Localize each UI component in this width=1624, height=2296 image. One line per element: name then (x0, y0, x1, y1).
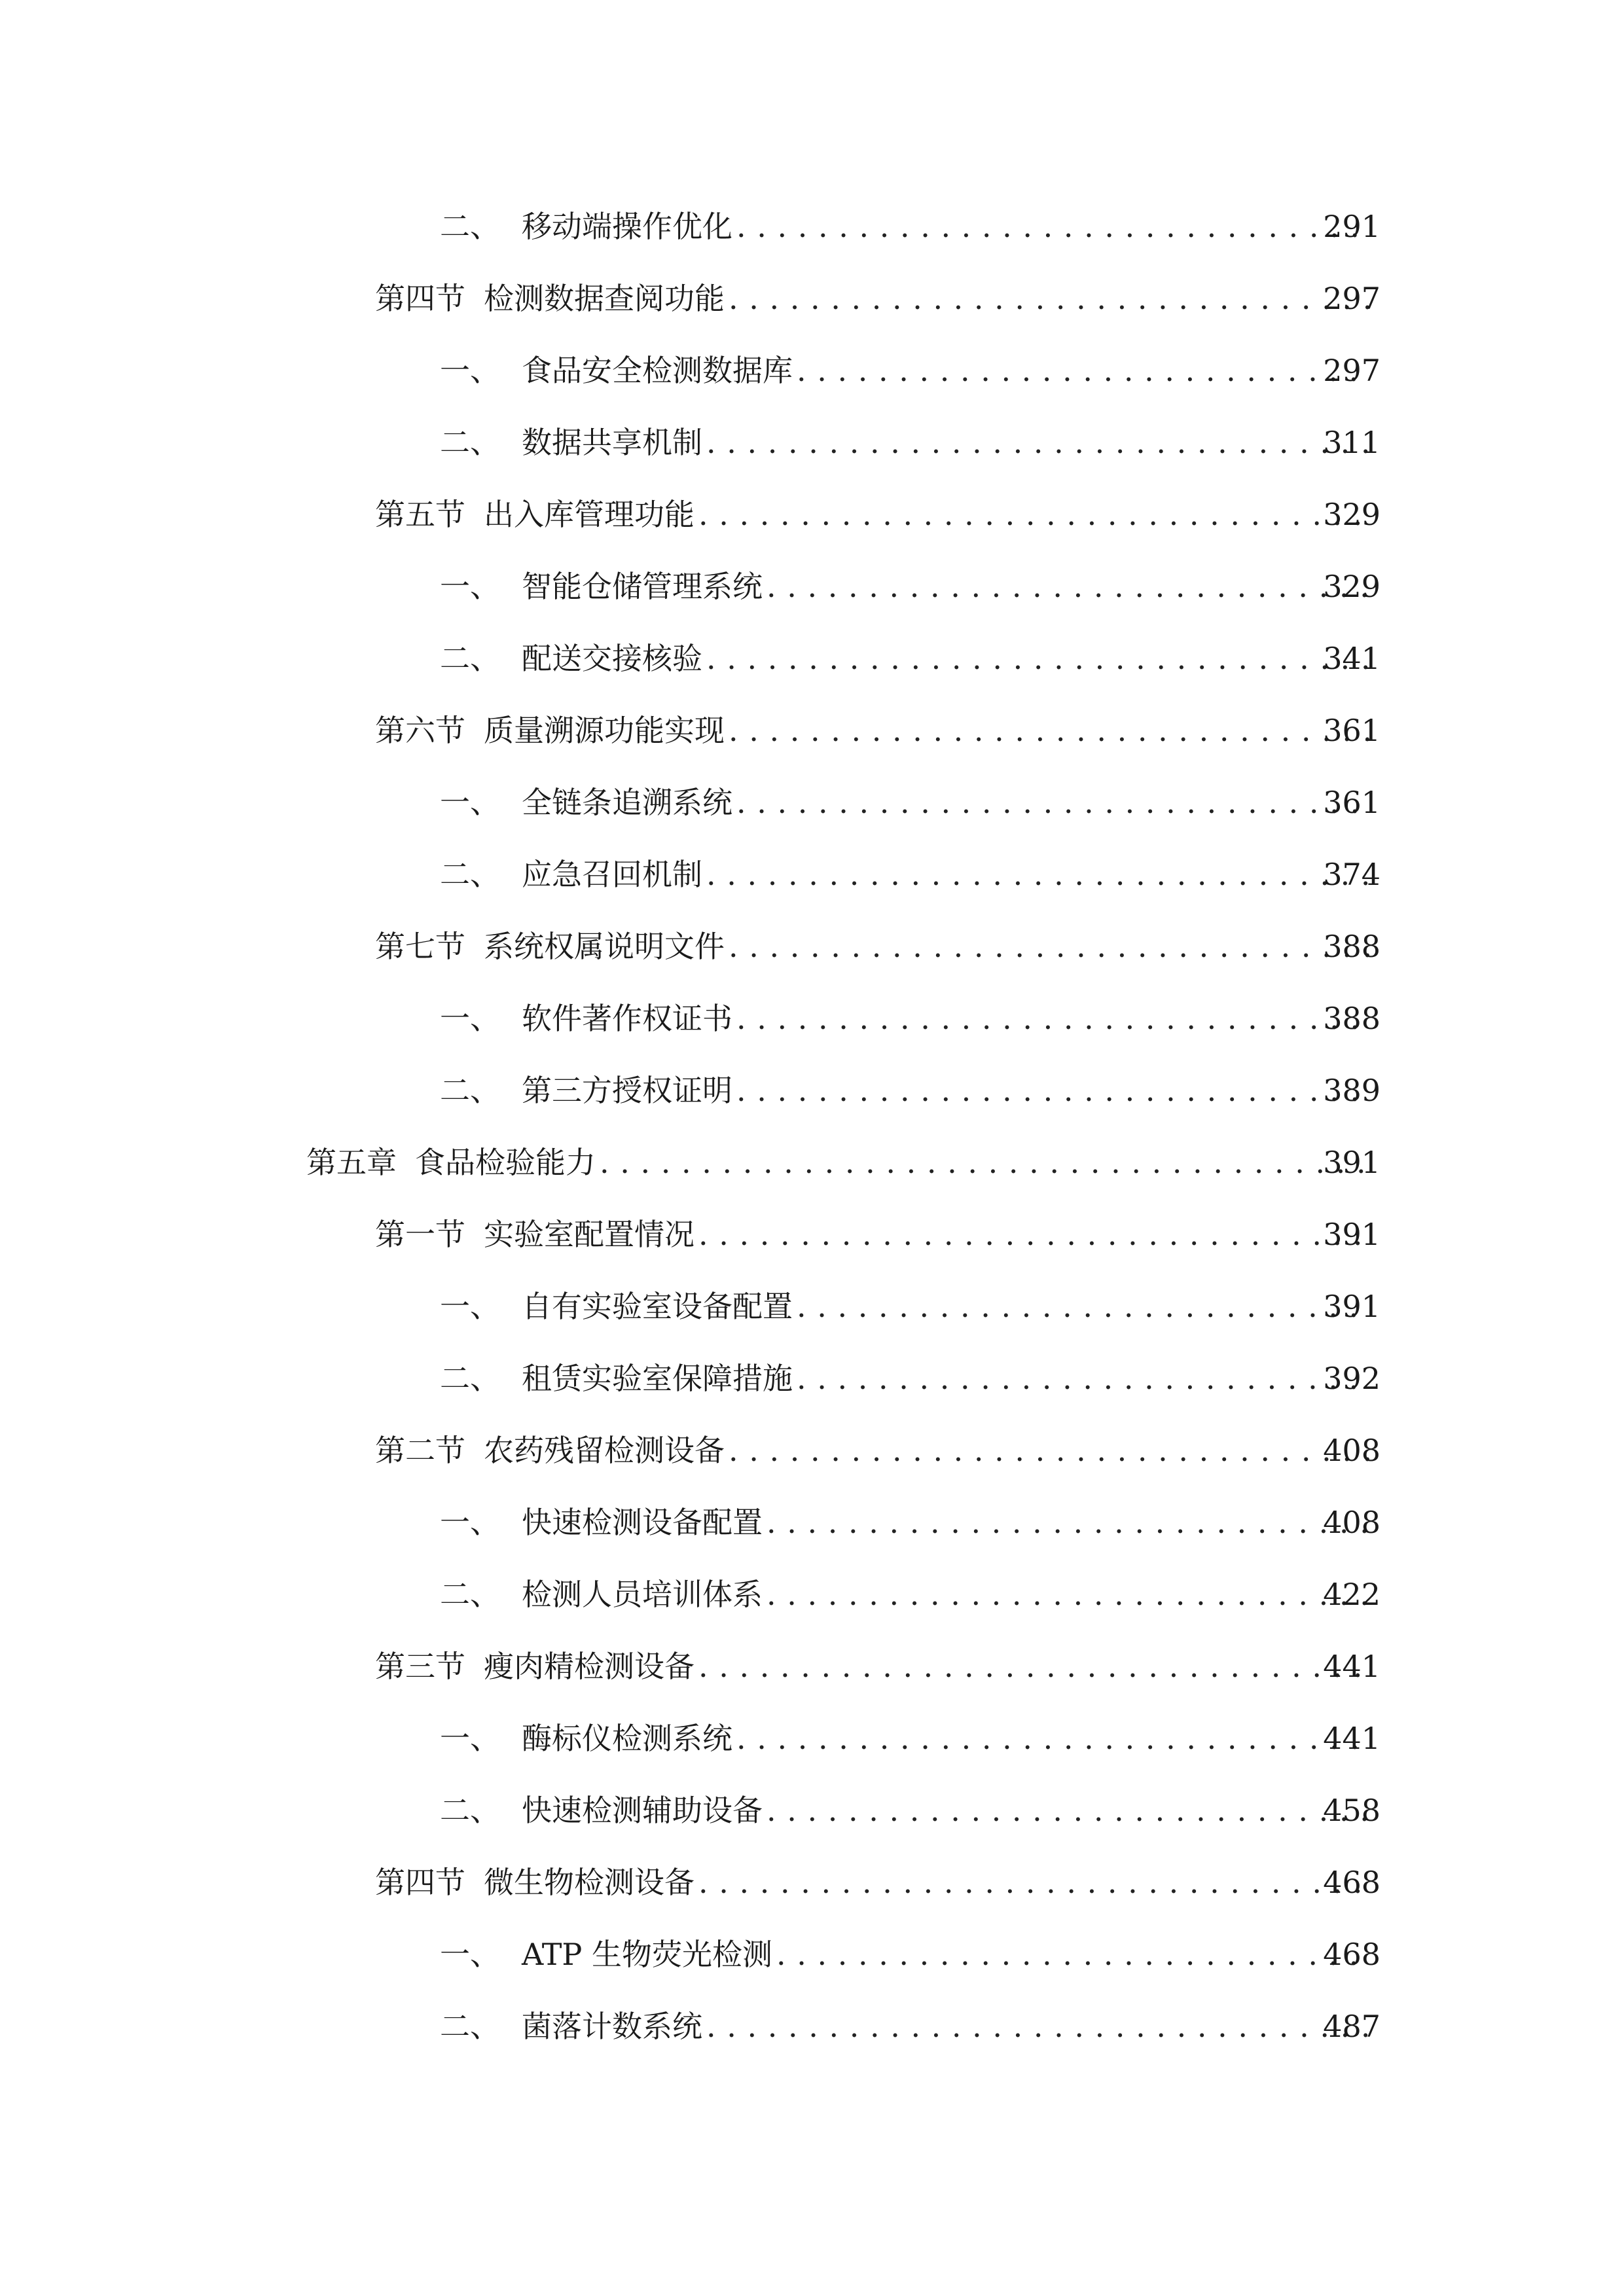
toc-entry-title: 快速检测辅助设备 (522, 1793, 763, 1828)
dot-leader (797, 1277, 1371, 1336)
dot-leader (767, 557, 1371, 616)
toc-entry-page: 329 (1323, 497, 1380, 532)
dot-leader (729, 269, 1371, 328)
toc-entry[interactable] (0, 773, 1624, 832)
dot-leader (736, 773, 1371, 832)
dot-leader (698, 1853, 1371, 1912)
toc-entry-title: 菌落计数系统 (522, 2009, 702, 2044)
toc-entry[interactable] (0, 1061, 1624, 1120)
toc-entry-number: 二、 (440, 1361, 500, 1396)
toc-entry-number: 二、 (440, 1577, 500, 1612)
toc-entry[interactable] (0, 1565, 1624, 1624)
toc-entry[interactable] (0, 1349, 1624, 1408)
toc-entry-body (440, 845, 1375, 904)
toc-entry-title: 酶标仪检测系统 (522, 1721, 732, 1756)
toc-entry-number: 一、 (440, 569, 500, 604)
toc-entry-body (440, 1349, 1375, 1408)
toc-entry[interactable] (0, 1925, 1624, 1984)
toc-entry-body (440, 1565, 1375, 1624)
dot-leader (736, 197, 1371, 256)
toc-entry-body (440, 197, 1375, 256)
toc-entry-body (306, 1133, 1375, 1192)
toc-entry-body (440, 1061, 1375, 1120)
toc-entry-body (440, 989, 1375, 1048)
toc-entry-title: ATP 生物荧光检测 (522, 1937, 772, 1972)
dot-leader (706, 845, 1371, 904)
toc-entry-body (440, 1781, 1375, 1840)
toc-entry-body (440, 1277, 1375, 1336)
toc-entry-number: 第六节 (375, 713, 465, 748)
toc-entry-page: 391 (1323, 1145, 1380, 1180)
toc-entry-body (440, 557, 1375, 616)
toc-entry-number: 第五章 (306, 1145, 397, 1180)
toc-entry-page: 297 (1323, 353, 1380, 388)
toc-entry-page: 291 (1323, 209, 1380, 244)
toc-entry-title: 第三方授权证明 (522, 1073, 732, 1108)
toc-entry-number: 第三节 (375, 1649, 465, 1684)
dot-leader (706, 629, 1371, 688)
toc-entry-title: 全链条追溯系统 (522, 785, 732, 820)
toc-entry-title: 实验室配置情况 (484, 1217, 695, 1252)
toc-entry-body (440, 1709, 1375, 1768)
toc-entry-title: 移动端操作优化 (522, 209, 732, 244)
toc-entry[interactable] (0, 1421, 1624, 1480)
dot-leader (706, 1997, 1371, 2056)
toc-entry[interactable] (0, 1781, 1624, 1840)
toc-entry[interactable] (0, 917, 1624, 976)
toc-entry-number: 第四节 (375, 1865, 465, 1900)
toc-entry-number: 第七节 (375, 929, 465, 964)
toc-entry[interactable] (0, 269, 1624, 328)
toc-entry-page: 408 (1323, 1505, 1380, 1540)
toc-entry-body (440, 1925, 1375, 1984)
toc-entry[interactable] (0, 1997, 1624, 2056)
toc-entry-title: 快速检测设备配置 (522, 1505, 763, 1540)
dot-leader (767, 1565, 1371, 1624)
toc-entry-page: 468 (1323, 1865, 1380, 1900)
toc-entry-number: 一、 (440, 1721, 500, 1756)
toc-entry[interactable] (0, 1637, 1624, 1696)
dot-leader (600, 1133, 1371, 1192)
toc-entry-page: 391 (1323, 1217, 1380, 1252)
toc-entry-page: 374 (1323, 857, 1380, 892)
toc-entry[interactable] (0, 701, 1624, 760)
toc-entry-body (440, 1997, 1375, 2056)
toc-entry-number: 一、 (440, 1505, 500, 1540)
dot-leader (698, 485, 1371, 544)
toc-entry-page: 361 (1323, 785, 1380, 820)
toc-entry-title: 租赁实验室保障措施 (522, 1361, 793, 1396)
toc-entry-body (375, 1853, 1375, 1912)
dot-leader (729, 701, 1371, 760)
dot-leader (698, 1637, 1371, 1696)
toc-entry-page: 311 (1323, 425, 1380, 460)
toc-entry-number: 第一节 (375, 1217, 465, 1252)
toc-entry-page: 441 (1323, 1649, 1380, 1684)
toc-entry-number: 二、 (440, 857, 500, 892)
toc-entry-title: 食品检验能力 (415, 1145, 596, 1180)
toc-entry[interactable] (0, 197, 1624, 256)
toc-entry-body (375, 1637, 1375, 1696)
toc-entry[interactable] (0, 557, 1624, 616)
toc-entry-page: 329 (1323, 569, 1380, 604)
toc-entry[interactable] (0, 1853, 1624, 1912)
toc-entry-number: 第二节 (375, 1433, 465, 1468)
toc-entry-title: 自有实验室设备配置 (522, 1289, 793, 1324)
toc-entry-title: 软件著作权证书 (522, 1001, 732, 1036)
toc-entry-page: 487 (1323, 2009, 1380, 2044)
toc-entry-number: 第五节 (375, 497, 465, 532)
toc-entry-number: 一、 (440, 785, 500, 820)
toc-entry-page: 361 (1323, 713, 1380, 748)
toc-entry-body (440, 413, 1375, 472)
toc-entry-number: 二、 (440, 425, 500, 460)
dot-leader (767, 1493, 1371, 1552)
toc-entry-title: 检测人员培训体系 (522, 1577, 763, 1612)
toc-entry-title: 应急召回机制 (522, 857, 702, 892)
toc-entry-page: 388 (1323, 929, 1380, 964)
toc-entry-body (375, 1205, 1375, 1264)
dot-leader (729, 917, 1371, 976)
toc-entry-page: 341 (1323, 641, 1380, 676)
toc-entry-title: 数据共享机制 (522, 425, 702, 460)
toc-entry[interactable] (0, 845, 1624, 904)
dot-leader (767, 1781, 1371, 1840)
toc-entry-number: 二、 (440, 1793, 500, 1828)
toc-entry[interactable] (0, 1493, 1624, 1552)
toc-entry-title: 农药残留检测设备 (484, 1433, 725, 1468)
dot-leader (797, 341, 1371, 400)
dot-leader (706, 413, 1371, 472)
toc-entry-number: 二、 (440, 209, 500, 244)
toc-entry[interactable] (0, 485, 1624, 544)
toc-entry[interactable] (0, 341, 1624, 400)
dot-leader (736, 1061, 1371, 1120)
toc-entry-number: 一、 (440, 1001, 500, 1036)
toc-entry-title: 微生物检测设备 (484, 1865, 695, 1900)
toc-entry-page: 297 (1323, 281, 1380, 316)
toc-entry-body (375, 701, 1375, 760)
toc-entry-number: 一、 (440, 353, 500, 388)
toc-entry[interactable] (0, 1133, 1624, 1192)
toc-entry-page: 422 (1323, 1577, 1380, 1612)
toc-entry-title: 智能仓储管理系统 (522, 569, 763, 604)
toc-entry-page: 392 (1323, 1361, 1380, 1396)
toc-entry-body (440, 341, 1375, 400)
toc-entry-body (440, 629, 1375, 688)
toc-entry-number: 一、 (440, 1289, 500, 1324)
toc-entry-page: 458 (1323, 1793, 1380, 1828)
toc-entry-page: 468 (1323, 1937, 1380, 1972)
toc-entry-title: 配送交接核验 (522, 641, 702, 676)
toc-entry[interactable] (0, 1277, 1624, 1336)
toc-entry-number: 第四节 (375, 281, 465, 316)
toc-entry-title: 食品安全检测数据库 (522, 353, 793, 388)
toc-entry[interactable] (0, 1709, 1624, 1768)
toc-entry[interactable] (0, 1205, 1624, 1264)
dot-leader (736, 989, 1371, 1048)
toc-entry-body (375, 485, 1375, 544)
toc-entry-body (375, 1421, 1375, 1480)
toc-entry-page: 441 (1323, 1721, 1380, 1756)
dot-leader (776, 1925, 1371, 1984)
toc-entry-body (440, 1493, 1375, 1552)
dot-leader (729, 1421, 1371, 1480)
toc-entry-number: 一、 (440, 1937, 500, 1972)
toc-entry-title: 瘦肉精检测设备 (484, 1649, 695, 1684)
toc-entry[interactable] (0, 989, 1624, 1048)
toc-entry[interactable] (0, 413, 1624, 472)
toc-entry-body (375, 917, 1375, 976)
toc-entry-number: 二、 (440, 1073, 500, 1108)
toc-entry-title: 检测数据查阅功能 (484, 281, 725, 316)
dot-leader (797, 1349, 1371, 1408)
toc-entry-page: 389 (1323, 1073, 1380, 1108)
toc-entry-number: 二、 (440, 2009, 500, 2044)
toc-entry-body (440, 773, 1375, 832)
toc-entry-page: 391 (1323, 1289, 1380, 1324)
dot-leader (736, 1709, 1371, 1768)
toc-entry-page: 388 (1323, 1001, 1380, 1036)
dot-leader (698, 1205, 1371, 1264)
toc-entry-page: 408 (1323, 1433, 1380, 1468)
toc-entry-title: 质量溯源功能实现 (484, 713, 725, 748)
toc-entry-number: 二、 (440, 641, 500, 676)
toc-entry[interactable] (0, 629, 1624, 688)
toc-entry-title: 出入库管理功能 (484, 497, 695, 532)
toc-entry-body (375, 269, 1375, 328)
toc-entry-title: 系统权属说明文件 (484, 929, 725, 964)
